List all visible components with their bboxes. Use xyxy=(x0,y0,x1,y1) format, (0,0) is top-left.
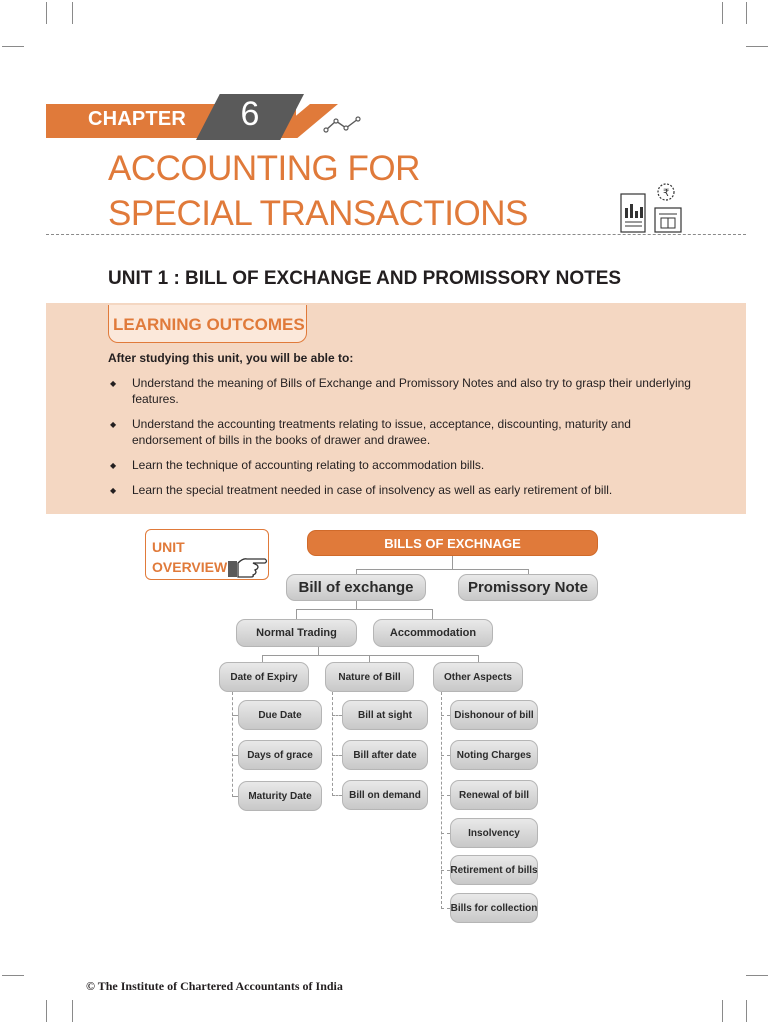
connector-dashed xyxy=(441,755,450,756)
crop-mark xyxy=(746,1000,747,1022)
connector-line xyxy=(369,655,370,662)
connector-dashed xyxy=(332,715,342,716)
node-bill-after-date: Bill after date xyxy=(342,740,428,770)
connector-dashed xyxy=(441,908,450,909)
connector-dashed xyxy=(332,692,333,796)
node-due-date: Due Date xyxy=(238,700,322,730)
crop-mark xyxy=(72,2,73,24)
crop-mark xyxy=(746,46,768,47)
learning-outcome-item: Learn the special treatment needed in case of insolvency as well as early retirement of bill. xyxy=(132,483,613,497)
node-retirement-of-bills: Retirement of bills xyxy=(450,855,538,885)
bullet-icon: ◆ xyxy=(110,461,117,470)
connector-dashed xyxy=(441,692,442,909)
node-promissory-note: Promissory Note xyxy=(458,574,598,601)
node-bill-of-exchange: Bill of exchange xyxy=(286,574,426,601)
connector-line xyxy=(262,655,263,662)
node-bill-at-sight: Bill at sight xyxy=(342,700,428,730)
connector-dashed xyxy=(332,795,342,796)
crop-mark xyxy=(722,1000,723,1022)
unit-overview-label: UNIT xyxy=(152,539,185,555)
node-bills-of-exchange-root: BILLS OF EXCHNAGE xyxy=(307,530,598,556)
node-days-of-grace: Days of grace xyxy=(238,740,322,770)
chapter-label: CHAPTER xyxy=(88,108,187,130)
svg-text:₹: ₹ xyxy=(663,188,670,199)
bullet-icon: ◆ xyxy=(110,486,117,495)
pointing-hand-icon xyxy=(227,555,269,579)
node-insolvency: Insolvency xyxy=(450,818,538,848)
connector-dashed xyxy=(441,833,450,834)
unit-heading: UNIT 1 : BILL OF EXCHANGE AND PROMISSORY NOTES xyxy=(108,268,622,289)
connector-dashed xyxy=(441,795,450,796)
chapter-number: 6 xyxy=(240,95,260,133)
crop-mark xyxy=(722,2,723,24)
bullet-icon: ◆ xyxy=(110,379,117,388)
connector-dashed xyxy=(332,755,342,756)
copyright-footer: © The Institute of Chartered Accountants of India xyxy=(86,979,343,993)
chapter-title-line-1: ACCOUNTING FOR xyxy=(108,149,420,188)
node-maturity-date: Maturity Date xyxy=(238,781,322,811)
learning-outcome-item: Understand the accounting treatments relating to issue, acceptance, discounting, maturity and endorsement of bills in the books of drawer and drawee. xyxy=(132,417,631,447)
connector-line xyxy=(296,609,433,610)
connector-line xyxy=(356,601,357,609)
learning-outcomes-title: LEARNING OUTCOMES xyxy=(113,315,305,334)
crop-mark xyxy=(72,1000,73,1022)
header-divider xyxy=(46,234,746,235)
connector-line xyxy=(296,609,297,619)
crop-mark xyxy=(2,975,24,976)
connector-line xyxy=(318,647,319,655)
node-noting-charges: Noting Charges xyxy=(450,740,538,770)
node-bill-on-demand: Bill on demand xyxy=(342,780,428,810)
node-date-of-expiry: Date of Expiry xyxy=(219,662,309,692)
crop-mark xyxy=(2,46,24,47)
connector-line xyxy=(356,569,529,570)
connector-line xyxy=(452,556,453,569)
connector-line xyxy=(262,655,479,656)
unit-overview-label: OVERVIEW xyxy=(152,559,228,575)
trend-line-icon xyxy=(322,116,362,136)
crop-mark xyxy=(746,2,747,24)
chapter-title-line-2: SPECIAL TRANSACTIONS xyxy=(108,194,528,233)
crop-mark xyxy=(46,2,47,24)
node-renewal-of-bill: Renewal of bill xyxy=(450,780,538,810)
crop-mark xyxy=(746,975,768,976)
connector-line xyxy=(478,655,479,662)
connector-dashed xyxy=(441,870,450,871)
learning-outcome-item: Learn the technique of accounting relating to accommodation bills. xyxy=(132,458,485,472)
node-dishonour-of-bill: Dishonour of bill xyxy=(450,700,538,730)
report-document-icon xyxy=(617,180,687,236)
node-accommodation: Accommodation xyxy=(373,619,493,647)
learning-outcome-item: Understand the meaning of Bills of Exchange and Promissory Notes and also try to grasp their underlying features. xyxy=(132,376,691,406)
learning-outcomes-intro: After studying this unit, you will be able to: xyxy=(108,351,354,365)
node-normal-trading: Normal Trading xyxy=(236,619,357,647)
node-nature-of-bill: Nature of Bill xyxy=(325,662,414,692)
node-other-aspects: Other Aspects xyxy=(433,662,523,692)
connector-dashed xyxy=(232,692,233,797)
bullet-icon: ◆ xyxy=(110,420,117,429)
connector-dashed xyxy=(441,715,450,716)
connector-line xyxy=(432,609,433,619)
crop-mark xyxy=(46,1000,47,1022)
node-bills-for-collection: Bills for collection xyxy=(450,893,538,923)
